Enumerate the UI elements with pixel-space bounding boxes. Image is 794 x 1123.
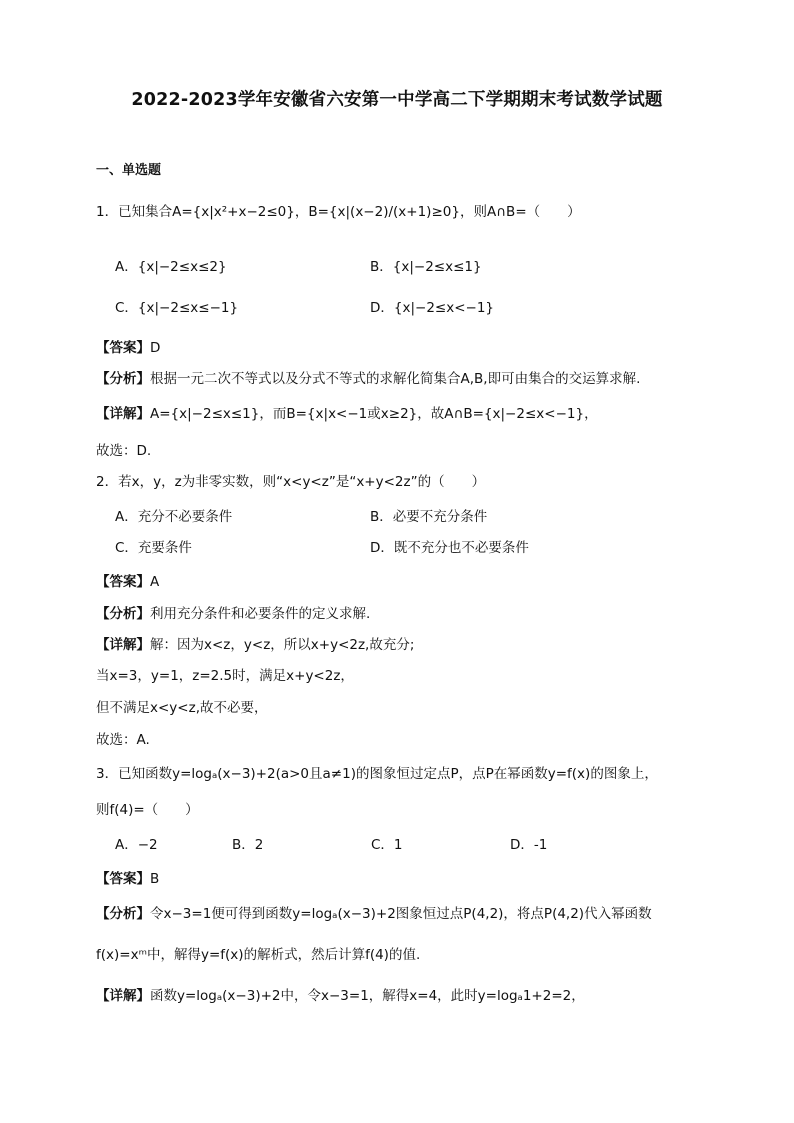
q2-option-a: A．充分不必要条件 [115,509,233,525]
analysis-label: 【分析】 [96,371,150,387]
q1-option-a: A．{x|−2≤x≤2} [115,259,227,275]
q1-option-b: B．{x|−2≤x≤1} [370,259,482,275]
q1-detail [96,404,598,424]
q2-option-c: C．充要条件 [115,540,192,556]
q3-answer-value: B [150,871,160,887]
q2-stem: 2．若x，y，z为非零实数，则“x<y<z”是“x+y<2z”的（ ） [96,474,486,490]
q3-stem-1: 3．已知函数y=logₐ(x−3)+2(a>0且a≠1)的图象恒过定点P，点P在幂函数y=f(x)的图象上， [96,766,658,782]
q1-option-c: C．{x|−2≤x≤−1} [115,300,239,316]
q3-analysis-2: f(x)=xᵐ中，解得y=f(x)的解析式，然后计算f(4)的值. [96,947,421,963]
q2-option-b: B．必要不充分条件 [370,509,488,525]
q2-detail-3: 但不满足x<y<z,故不必要， [96,700,268,716]
q3-analysis-1 [96,904,652,924]
q3-detail [96,986,585,1006]
answer-label: 【答案】 [96,871,150,887]
q3-answer [96,869,159,889]
q2-detail-text-1: 解：因为x<z，y<z，所以x+y<2z,故充分; [150,637,415,653]
q1-answer [96,338,160,358]
q1-option-d: D．{x|−2≤x<−1} [370,300,495,316]
detail-label: 【详解】 [96,988,150,1004]
q1-answer-value: D [150,340,161,356]
q2-detail-2: 当x=3，y=1，z=2.5时，满足x+y<2z， [96,668,354,684]
q3-stem-2: 则f(4)=（ ） [96,802,199,818]
q2-analysis-text: 利用充分条件和必要条件的定义求解. [150,606,371,622]
q2-analysis [96,604,370,624]
answer-label: 【答案】 [96,574,150,590]
q2-option-d: D．既不充分也不必要条件 [370,540,529,556]
detail-label: 【详解】 [96,637,150,653]
q2-answer-value: A [150,574,160,590]
analysis-label: 【分析】 [96,906,150,922]
page-title: 2022-2023学年安徽省六安第一中学高二下学期期末考试数学试题 [131,90,663,110]
q1-conclusion: 故选：D. [96,443,152,459]
q3-option-c: C．1 [371,837,403,853]
q2-answer [96,572,159,592]
q3-detail-text: 函数y=logₐ(x−3)+2中，令x−3=1，解得x=4，此时y=logₐ1+2=2， [150,988,585,1004]
q3-analysis-text-1: 令x−3=1便可得到函数y=logₐ(x−3)+2图象恒过点P(4,2)，将点P(4,2)代入幂函数 [150,906,652,922]
q1-analysis-text: 根据一元二次不等式以及分式不等式的求解化简集合A,B,即可由集合的交运算求解. [150,371,641,387]
q2-detail-1 [96,635,414,655]
answer-label: 【答案】 [96,340,150,356]
q2-conclusion: 故选：A. [96,732,150,748]
q1-stem: 1．已知集合A={x|x²+x−2≤0}，B={x|(x−2)/(x+1)≥0}，则A∩B=（ ） [96,204,581,220]
q3-option-d: D．-1 [510,837,548,853]
analysis-label: 【分析】 [96,606,150,622]
q3-option-a: A．−2 [115,837,158,853]
q3-option-b: B．2 [232,837,264,853]
q1-detail-text: A={x|−2≤x≤1}，而B={x|x<−1或x≥2}，故A∩B={x|−2≤x<−1}， [150,406,598,422]
section-heading: 一、单选题 [96,163,162,178]
detail-label: 【详解】 [96,406,150,422]
q1-analysis [96,369,640,389]
